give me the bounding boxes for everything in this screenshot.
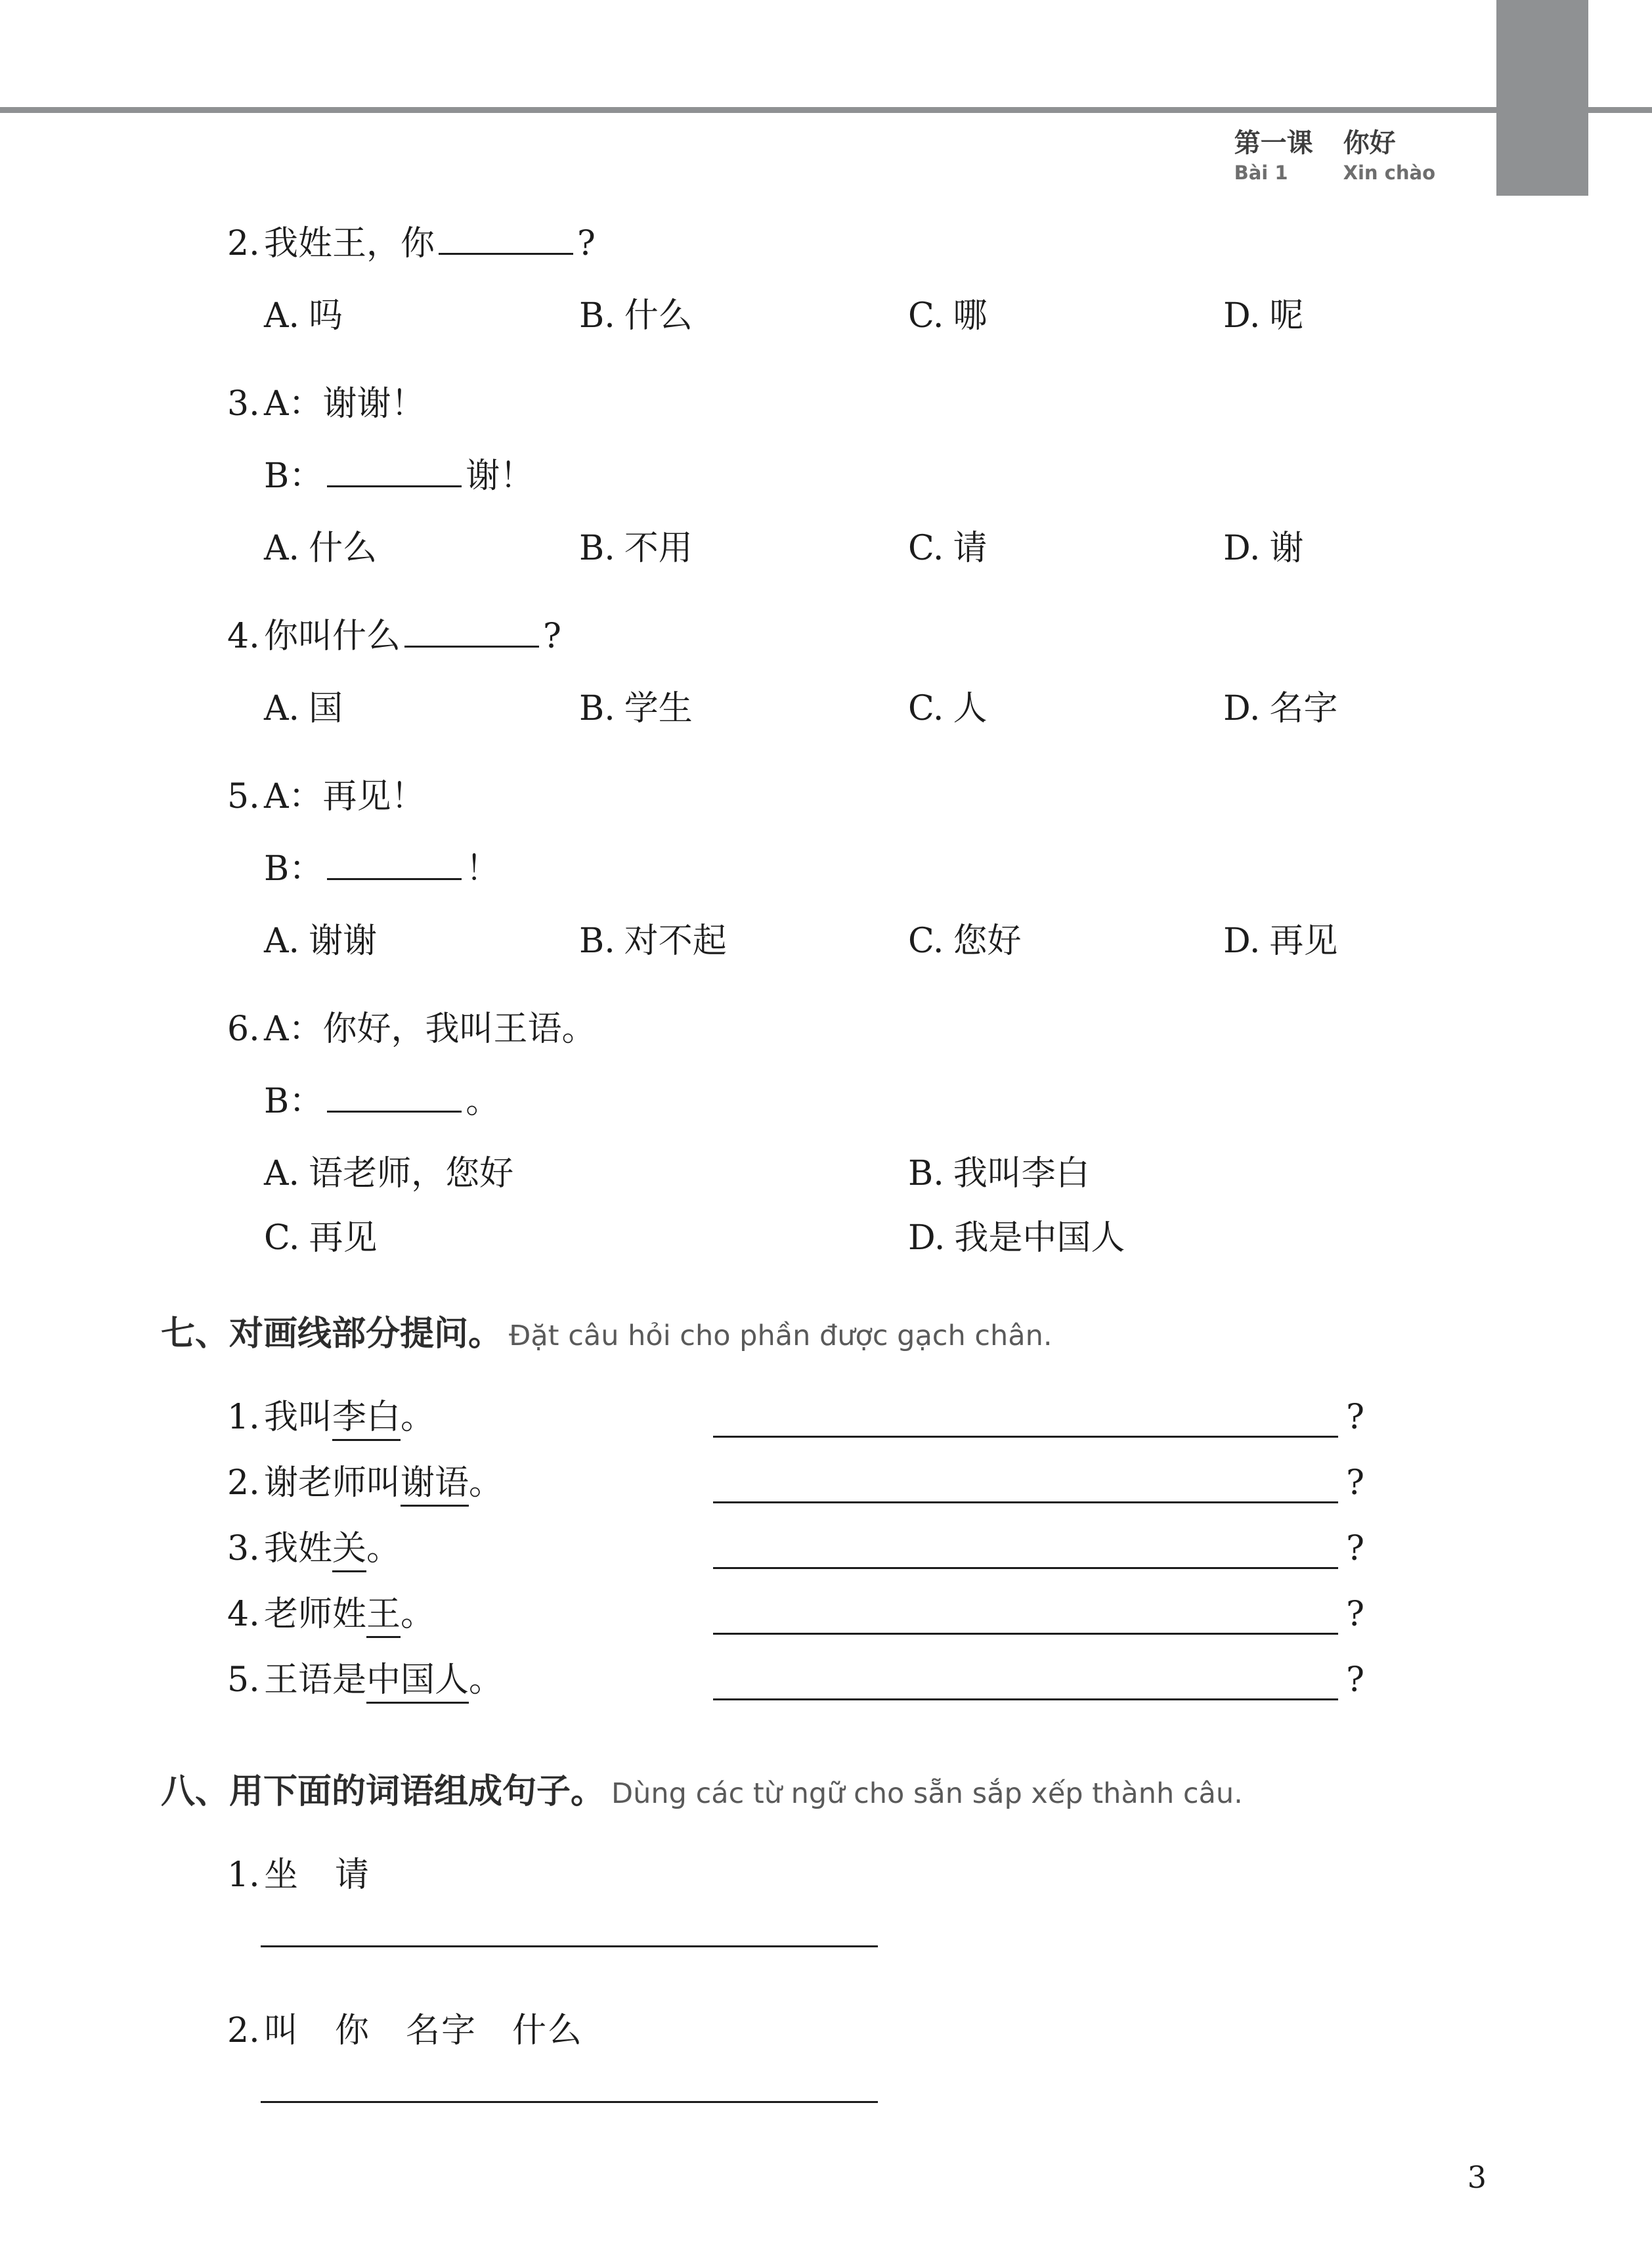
question-number: 4. (227, 617, 260, 656)
answer-line (713, 1431, 1338, 1438)
option-d-label: D. (1223, 529, 1261, 568)
question-item-4 (227, 1594, 1364, 1635)
option-c-label: C. (908, 689, 944, 728)
stem-pre: 我姓 (264, 1529, 333, 1568)
speaker-b-tail: ！ (466, 849, 500, 889)
fill-blank (439, 247, 573, 255)
answer-line (713, 1628, 1338, 1635)
option-d (1223, 688, 1364, 729)
mc-question-5 (227, 776, 1364, 962)
question-line-a (227, 384, 1364, 424)
mc-question-4 (227, 616, 1364, 729)
options-row (227, 528, 1364, 569)
speaker-b-tail: 谢！ (466, 456, 534, 496)
item-number: 2. (227, 1463, 260, 1503)
question-stem (227, 616, 1364, 657)
mc-question-3 (227, 384, 1364, 569)
item-stem (227, 1463, 713, 1503)
lesson-header (1234, 129, 1435, 184)
question-item-2 (227, 1463, 1364, 1503)
question-item-5 (227, 1660, 1364, 1700)
stem-pre: 我叫 (264, 1398, 333, 1437)
option-b-text: 学生 (624, 689, 693, 728)
lesson-title-vn: Xin chào (1343, 162, 1435, 184)
speaker-b-label: B： (264, 1082, 324, 1121)
speaker-a-text: A：你好，我叫王语。 (264, 1009, 596, 1049)
option-d (1223, 921, 1364, 962)
option-c (908, 528, 1223, 569)
answer-line (713, 1497, 1338, 1503)
question-line-a (227, 1009, 1364, 1050)
option-d-text: 名字 (1269, 689, 1338, 728)
word-list: 坐 请 (264, 1855, 371, 1895)
item-number: 1. (227, 1398, 260, 1437)
option-c (908, 688, 1223, 729)
stem-text: 你叫什么 (264, 617, 401, 656)
stem-post: 。 (469, 1463, 504, 1503)
mc-question-6 (227, 1009, 1364, 1258)
question-mark: ? (1346, 1398, 1364, 1437)
underlined-text: 关 (332, 1529, 366, 1572)
option-b-label: B. (579, 296, 615, 336)
option-d (908, 1218, 1364, 1258)
answer-line (261, 1945, 878, 1947)
question-number: 3. (227, 384, 260, 424)
fill-blank (327, 479, 462, 487)
underlined-text: 李白 (332, 1398, 401, 1441)
option-d-label: D. (1223, 689, 1261, 728)
option-c-label: C. (264, 1218, 300, 1258)
question-number: 5. (227, 777, 260, 816)
section-7-title-vn: Đặt câu hỏi cho phần được gạch chân. (509, 1319, 1053, 1352)
underlined-text: 王 (366, 1595, 401, 1638)
option-b-text: 什么 (624, 296, 693, 336)
section-7-title-cn: 七、对画线部分提问。 (161, 1314, 503, 1354)
lesson-title-cn: 你好 (1343, 128, 1396, 158)
question-stem (227, 223, 1364, 264)
question-number: 6. (227, 1009, 260, 1049)
question-item-3 (227, 1528, 1364, 1569)
option-b-label: B. (579, 529, 615, 568)
option-b-text: 我叫李白 (953, 1154, 1090, 1193)
answer-line (713, 1694, 1338, 1700)
option-c-label: C. (908, 921, 944, 961)
option-b (908, 1153, 1364, 1194)
stem-pre: 老师姓 (264, 1595, 367, 1634)
option-a-text: 吗 (309, 296, 343, 336)
question-line-a (227, 776, 1364, 817)
page-number: 3 (1467, 2159, 1487, 2195)
speaker-b-label: B： (264, 849, 324, 889)
speaker-a-text: A：再见！ (264, 777, 425, 816)
option-c-text: 您好 (953, 921, 1022, 961)
option-b-label: B. (908, 1154, 944, 1193)
option-d-label: D. (1223, 921, 1261, 961)
item-stem (227, 1660, 713, 1700)
item-number: 1. (227, 1855, 260, 1895)
option-a-text: 什么 (309, 529, 378, 568)
options-row (227, 296, 1364, 336)
option-d (1223, 296, 1364, 336)
option-d-text: 我是中国人 (954, 1218, 1125, 1258)
question-line-b (227, 849, 1364, 889)
fill-blank (404, 640, 539, 648)
option-c-text: 再见 (309, 1218, 378, 1258)
option-a-label: A. (264, 529, 300, 568)
stem-tail: ? (543, 617, 561, 656)
option-a-label: A. (264, 689, 300, 728)
option-c-label: C. (908, 529, 944, 568)
option-d-label: D. (1223, 296, 1261, 336)
word-item-1 (227, 1855, 1364, 1895)
option-c-text: 哪 (953, 296, 988, 336)
option-a (264, 921, 579, 962)
section-7-heading (161, 1306, 1364, 1355)
speaker-a-text: A：谢谢！ (264, 384, 425, 424)
section-8-title-cn: 八、用下面的词语组成句子。 (161, 1772, 605, 1811)
option-a-label: A. (264, 1154, 300, 1193)
option-d-text: 呢 (1269, 296, 1304, 336)
question-number: 2. (227, 224, 260, 263)
speaker-b-label: B： (264, 456, 324, 496)
corner-tab-block (1496, 0, 1588, 196)
option-a-text: 谢谢 (309, 921, 378, 961)
stem-post: 。 (366, 1529, 401, 1568)
question-mark: ? (1346, 1595, 1364, 1634)
option-b (579, 921, 908, 962)
section-8-heading (161, 1763, 1364, 1813)
question-mark: ? (1346, 1463, 1364, 1503)
option-c-label: C. (908, 296, 944, 336)
option-a (264, 688, 579, 729)
options-row (227, 921, 1364, 962)
stem-post: 。 (401, 1595, 435, 1634)
underlined-text: 谢语 (401, 1463, 469, 1507)
item-number: 3. (227, 1529, 260, 1568)
top-divider-rule (0, 107, 1652, 113)
option-d-label: D. (908, 1218, 946, 1258)
option-a-label: A. (264, 296, 300, 336)
option-b-text: 对不起 (624, 921, 727, 961)
option-c-text: 人 (953, 689, 988, 728)
option-d-text: 再见 (1269, 921, 1338, 961)
item-number: 5. (227, 1660, 260, 1700)
option-b (579, 296, 908, 336)
option-d (1223, 528, 1364, 569)
section-8 (161, 1763, 1364, 2103)
mc-question-2 (227, 223, 1364, 336)
stem-post: 。 (401, 1398, 435, 1437)
option-a-text: 国 (309, 689, 343, 728)
question-mark: ? (1346, 1529, 1364, 1568)
section-8-title-vn: Dùng các từ ngữ cho sẵn sắp xếp thành câu. (611, 1777, 1243, 1810)
option-c-text: 请 (953, 529, 988, 568)
section-7 (161, 1306, 1364, 1700)
underlined-text: 中国人 (366, 1660, 469, 1704)
option-a (264, 528, 579, 569)
speaker-b-tail: 。 (466, 1082, 500, 1121)
option-a (264, 296, 579, 336)
item-stem (227, 1397, 713, 1438)
stem-text: 我姓王，你 (264, 224, 435, 263)
option-c (908, 921, 1223, 962)
option-d-text: 谢 (1269, 529, 1304, 568)
option-b (579, 528, 908, 569)
option-c (908, 296, 1223, 336)
options-grid (227, 1153, 1364, 1258)
option-c (264, 1218, 908, 1258)
word-list: 叫 你 名字 什么 (264, 2011, 584, 2050)
stem-pre: 王语是 (264, 1660, 367, 1700)
answer-line (261, 2101, 878, 2103)
item-number: 2. (227, 2011, 260, 2050)
option-a-label: A. (264, 921, 300, 961)
stem-tail: ? (577, 224, 596, 263)
option-b-label: B. (579, 689, 615, 728)
item-number: 4. (227, 1595, 260, 1634)
answer-line (713, 1562, 1338, 1569)
options-row (227, 688, 1364, 729)
page-content (161, 223, 1364, 2166)
question-item-1 (227, 1397, 1364, 1438)
word-item-2 (227, 2010, 1364, 2051)
stem-pre: 谢老师叫 (264, 1463, 401, 1503)
fill-blank (327, 872, 462, 880)
option-b (579, 688, 908, 729)
lesson-number-vn: Bài 1 (1234, 162, 1288, 184)
item-stem (227, 1594, 713, 1635)
option-b-label: B. (579, 921, 615, 961)
question-line-b (227, 456, 1364, 497)
item-stem (227, 1528, 713, 1569)
option-b-text: 不用 (624, 529, 693, 568)
question-line-b (227, 1081, 1364, 1122)
lesson-number-cn: 第一课 (1234, 128, 1313, 158)
question-mark: ? (1346, 1660, 1364, 1700)
option-a (264, 1153, 908, 1194)
stem-post: 。 (469, 1660, 504, 1700)
option-a-text: 语老师，您好 (309, 1154, 514, 1193)
fill-blank (327, 1105, 462, 1113)
